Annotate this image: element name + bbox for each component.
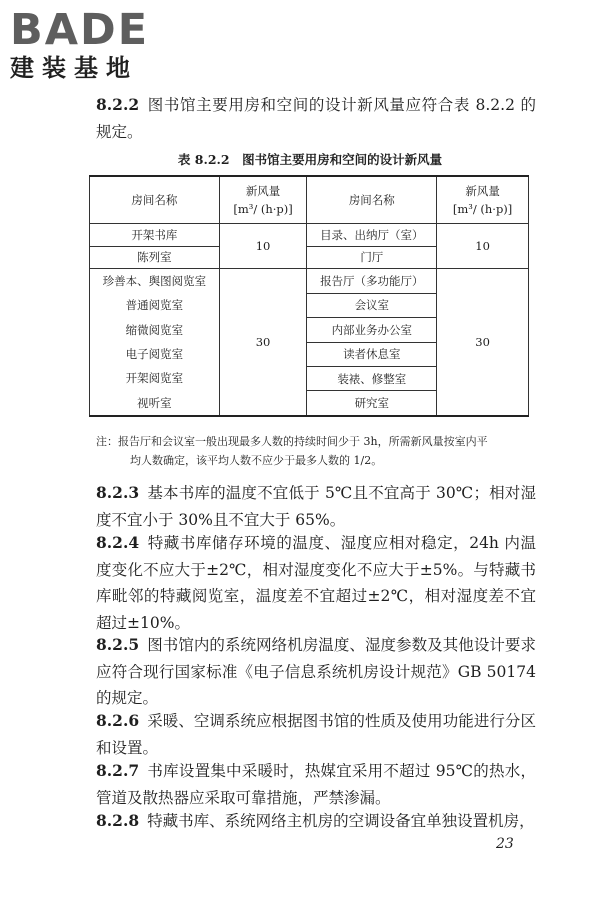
- clause-number: 8.2.5: [96, 635, 140, 654]
- clause-text: 特藏书库、系统网络主机房的空调设备宜单独设置机房，: [147, 812, 535, 830]
- room-item: 缩微阅览室: [125, 322, 184, 337]
- fresh-air-value: 30: [219, 269, 307, 416]
- logo-brand-text: BADE: [10, 5, 150, 55]
- clause-8-2-7: [96, 758, 536, 811]
- clause-text: 图书馆主要用房和空间的设计新风量应符合表 8.2.2 的规定。: [96, 96, 536, 141]
- room-cell: 报告厅（多功能厅）: [307, 269, 437, 293]
- clause-text: 特藏书库储存环境的温度、湿度应相对稳定，24h 内温度变化不应大于±2℃，相对湿度变化不应大于±5%。与特藏书库毗邻的特藏阅览室，温度差不宜超过±2℃，相对湿度差不宜超过±10%。: [96, 534, 536, 632]
- clause-number: 8.2.7: [96, 761, 140, 780]
- room-item: 普通阅览室: [125, 298, 184, 313]
- room-item: 开架阅览室: [125, 371, 184, 386]
- brand-logo: [10, 6, 180, 82]
- table-title: 表 8.2.2 图书馆主要用房和空间的设计新风量: [177, 152, 443, 167]
- room-cell: 目录、出纳厅（室）: [307, 224, 437, 247]
- clause-8-2-5: [96, 632, 536, 712]
- room-item: 视听室: [137, 395, 172, 410]
- room-cell: 陈列室: [90, 246, 220, 269]
- room-item: 珍善本、舆图阅览室: [102, 274, 207, 289]
- room-list-cell: [90, 269, 220, 416]
- page-number: 23: [496, 836, 514, 852]
- note-line: 均人数确定，该平均人数不应少于最多人数的 1/2。: [130, 454, 383, 467]
- clause-text: 采暖、空调系统应根据图书馆的性质及使用功能进行分区和设置。: [96, 712, 536, 757]
- header-fresh-air-unit: [m³/ (h·p)]: [452, 202, 513, 216]
- clause-number: 8.2.2: [96, 95, 140, 114]
- clause-number: 8.2.6: [96, 711, 140, 730]
- header-room-name-right: 房间名称: [307, 176, 437, 224]
- header-fresh-air-right: [437, 176, 529, 224]
- clause-text: 基本书库的温度不宜低于 5℃且不宜高于 30℃；相对湿度不宜小于 30%且不宜大于 65%。: [96, 484, 536, 529]
- fresh-air-value: 10: [219, 224, 307, 269]
- room-cell: 内部业务办公室: [307, 318, 437, 342]
- header-fresh-air-left: [219, 176, 307, 224]
- room-cell: 会议室: [307, 293, 437, 317]
- header-fresh-air-unit: [m³/ (h·p)]: [233, 202, 293, 216]
- clause-number: 8.2.8: [96, 811, 140, 830]
- room-cell: 门厅: [307, 246, 437, 269]
- header-fresh-air-label: 新风量: [465, 184, 500, 198]
- clause-number: 8.2.4: [96, 533, 140, 552]
- room-cell: 装裱、修整室: [307, 367, 437, 391]
- header-room-name-left: 房间名称: [90, 176, 220, 224]
- clause-8-2-8: [96, 808, 536, 835]
- room-item: 电子阅览室: [125, 347, 184, 362]
- clause-text: 图书馆内的系统网络机房温度、湿度参数及其他设计要求应符合现行国家标准《电子信息系统机房设计规范》GB 50174 的规定。: [96, 636, 536, 707]
- header-fresh-air-label: 新风量: [245, 184, 281, 198]
- fresh-air-value: 30: [437, 269, 529, 416]
- clause-text: 书库设置集中采暖时，热媒宜采用不超过 95℃的热水，管道及散热器应采取可靠措施，严禁渗漏。: [96, 762, 536, 807]
- clause-8-2-4: [96, 530, 536, 636]
- logo-subtitle: 建装基地: [10, 54, 138, 82]
- note-line: 注：报告厅和会议室一般出现最多人数的持续时间少于 3h，所需新风量按室内平: [96, 435, 488, 448]
- fresh-air-table: [89, 175, 529, 417]
- clause-number: 8.2.3: [96, 483, 140, 502]
- fresh-air-value: 10: [437, 224, 529, 269]
- room-cell: 开架书库: [90, 224, 220, 247]
- clause-8-2-6: [96, 708, 536, 761]
- clause-8-2-2: [96, 92, 536, 145]
- clause-8-2-3: [96, 480, 536, 533]
- room-cell: 研究室: [307, 391, 437, 416]
- table-note: [96, 432, 536, 470]
- room-cell: 读者休息室: [307, 342, 437, 366]
